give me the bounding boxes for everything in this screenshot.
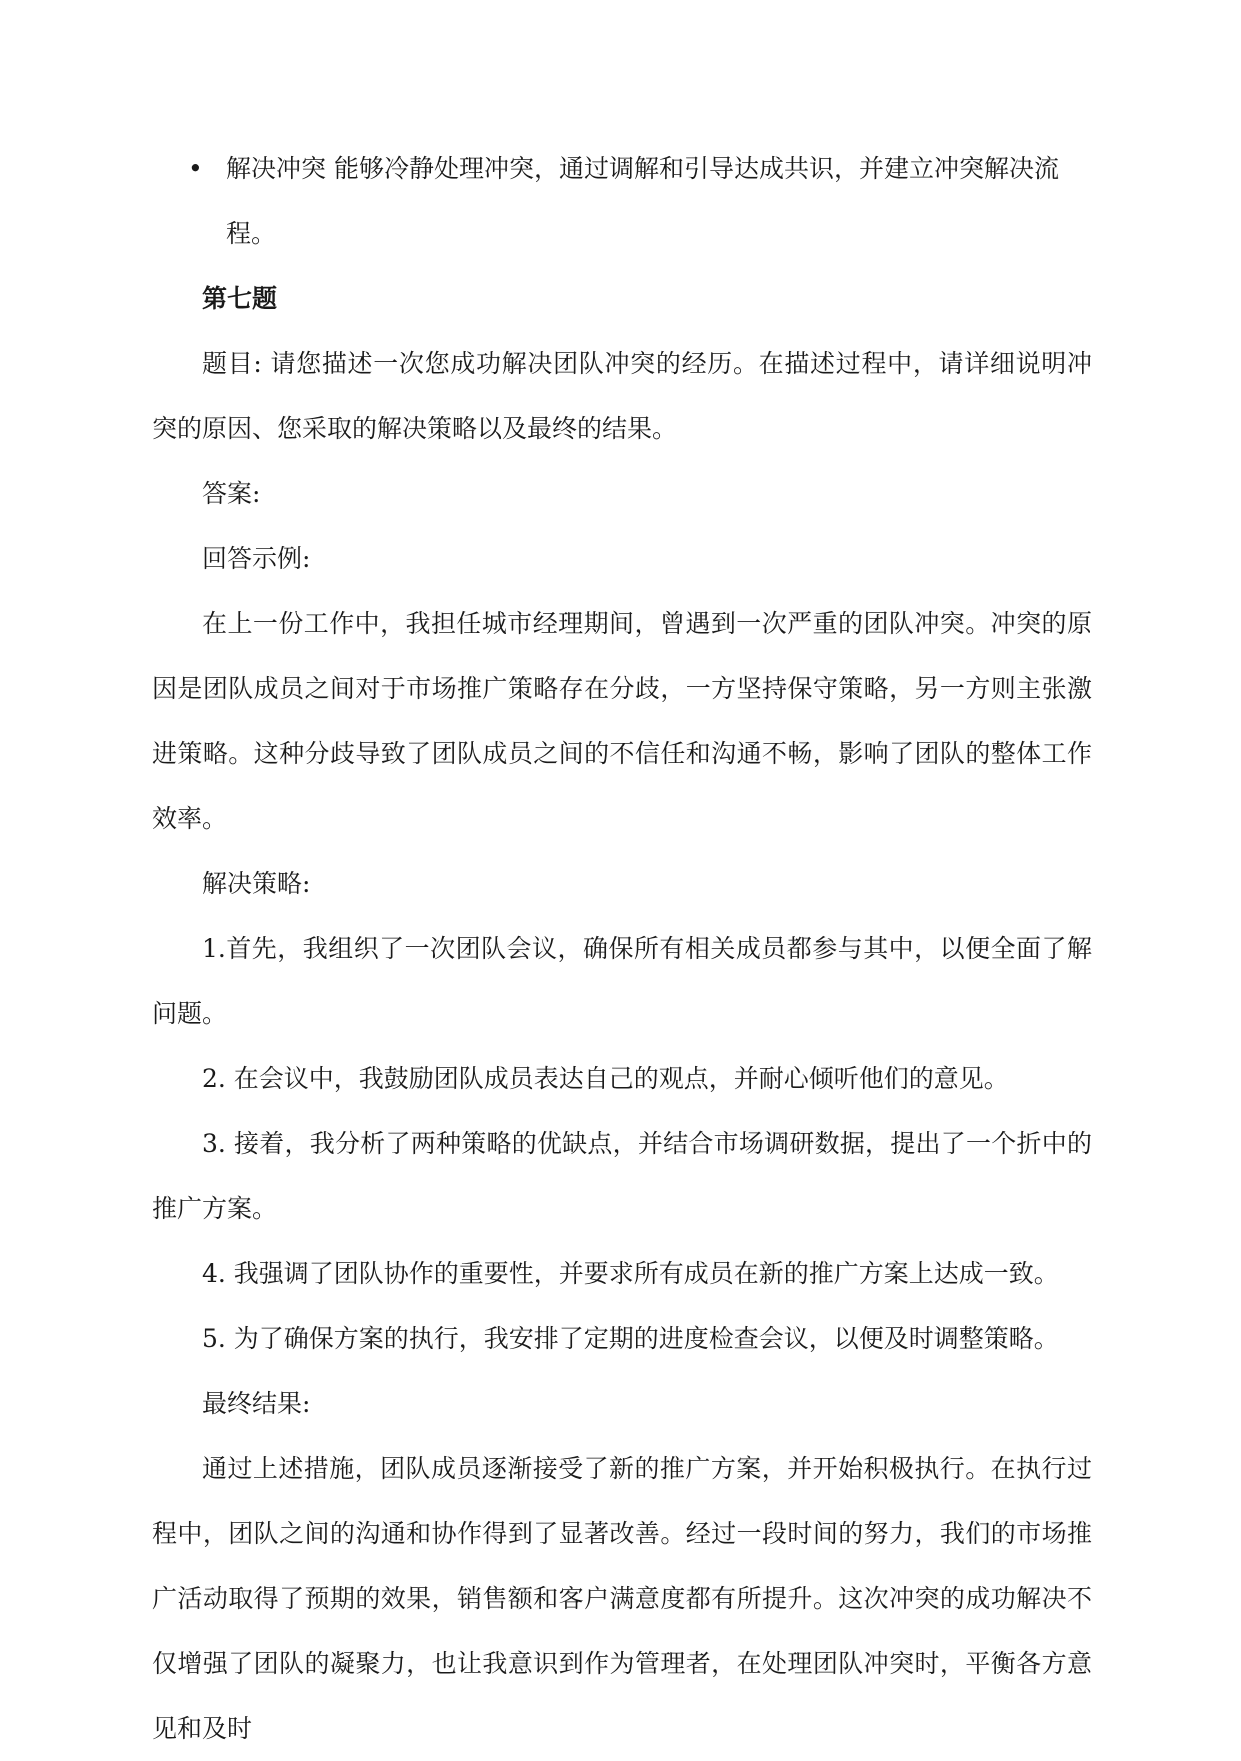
step-item: 4. 我强调了团队协作的重要性，并要求所有成员在新的推广方案上达成一致。 xyxy=(202,1259,1059,1288)
strategy-label: 解决策略: xyxy=(202,869,311,898)
bullet-item xyxy=(152,136,1092,266)
step-item: 2. 在会议中，我鼓励团队成员表达自己的观点，并耐心倾听他们的意见。 xyxy=(202,1064,1009,1093)
bullet-text: 解决冲突 能够冷静处理冲突，通过调解和引导达成共识，并建立冲突解决流程。 xyxy=(226,154,1059,248)
step-item: 5. 为了确保方案的执行，我安排了定期的进度检查会议，以便及时调整策略。 xyxy=(202,1324,1059,1353)
bullet-marker: • xyxy=(188,154,203,183)
section-title: 第七题 xyxy=(202,284,278,313)
question-paragraph: 题目: 请您描述一次您成功解决团队冲突的经历。在描述过程中，请详细说明冲突的原因、您采取的解决策略以及最终的结果。 xyxy=(152,349,1092,443)
step-item: 3. 接着，我分析了两种策略的优缺点，并结合市场调研数据，提出了一个折中的推广方案。 xyxy=(152,1129,1092,1223)
result-paragraph: 通过上述措施，团队成员逐渐接受了新的推广方案，并开始积极执行。在执行过程中，团队之间的沟通和协作得到了显著改善。经过一段时间的努力，我们的市场推广活动取得了预期的效果，销售额和客户满意度都有所提升。这次冲突的成功解决不仅增强了团队的凝聚力，也让我意识到作为管理者，在处理团队冲突时，平衡各方意见和及时 xyxy=(152,1454,1092,1743)
example-label: 回答示例: xyxy=(202,544,311,573)
step-item: 1.首先，我组织了一次团队会议，确保所有相关成员都参与其中，以便全面了解问题。 xyxy=(152,934,1092,1028)
document-page xyxy=(152,136,1092,1761)
answer-label: 答案: xyxy=(202,479,261,508)
background-paragraph: 在上一份工作中，我担任城市经理期间，曾遇到一次严重的团队冲突。冲突的原因是团队成员之间对于市场推广策略存在分歧，一方坚持保守策略，另一方则主张激进策略。这种分歧导致了团队成员之间的不信任和沟通不畅，影响了团队的整体工作效率。 xyxy=(152,609,1092,833)
result-label: 最终结果: xyxy=(202,1389,311,1418)
